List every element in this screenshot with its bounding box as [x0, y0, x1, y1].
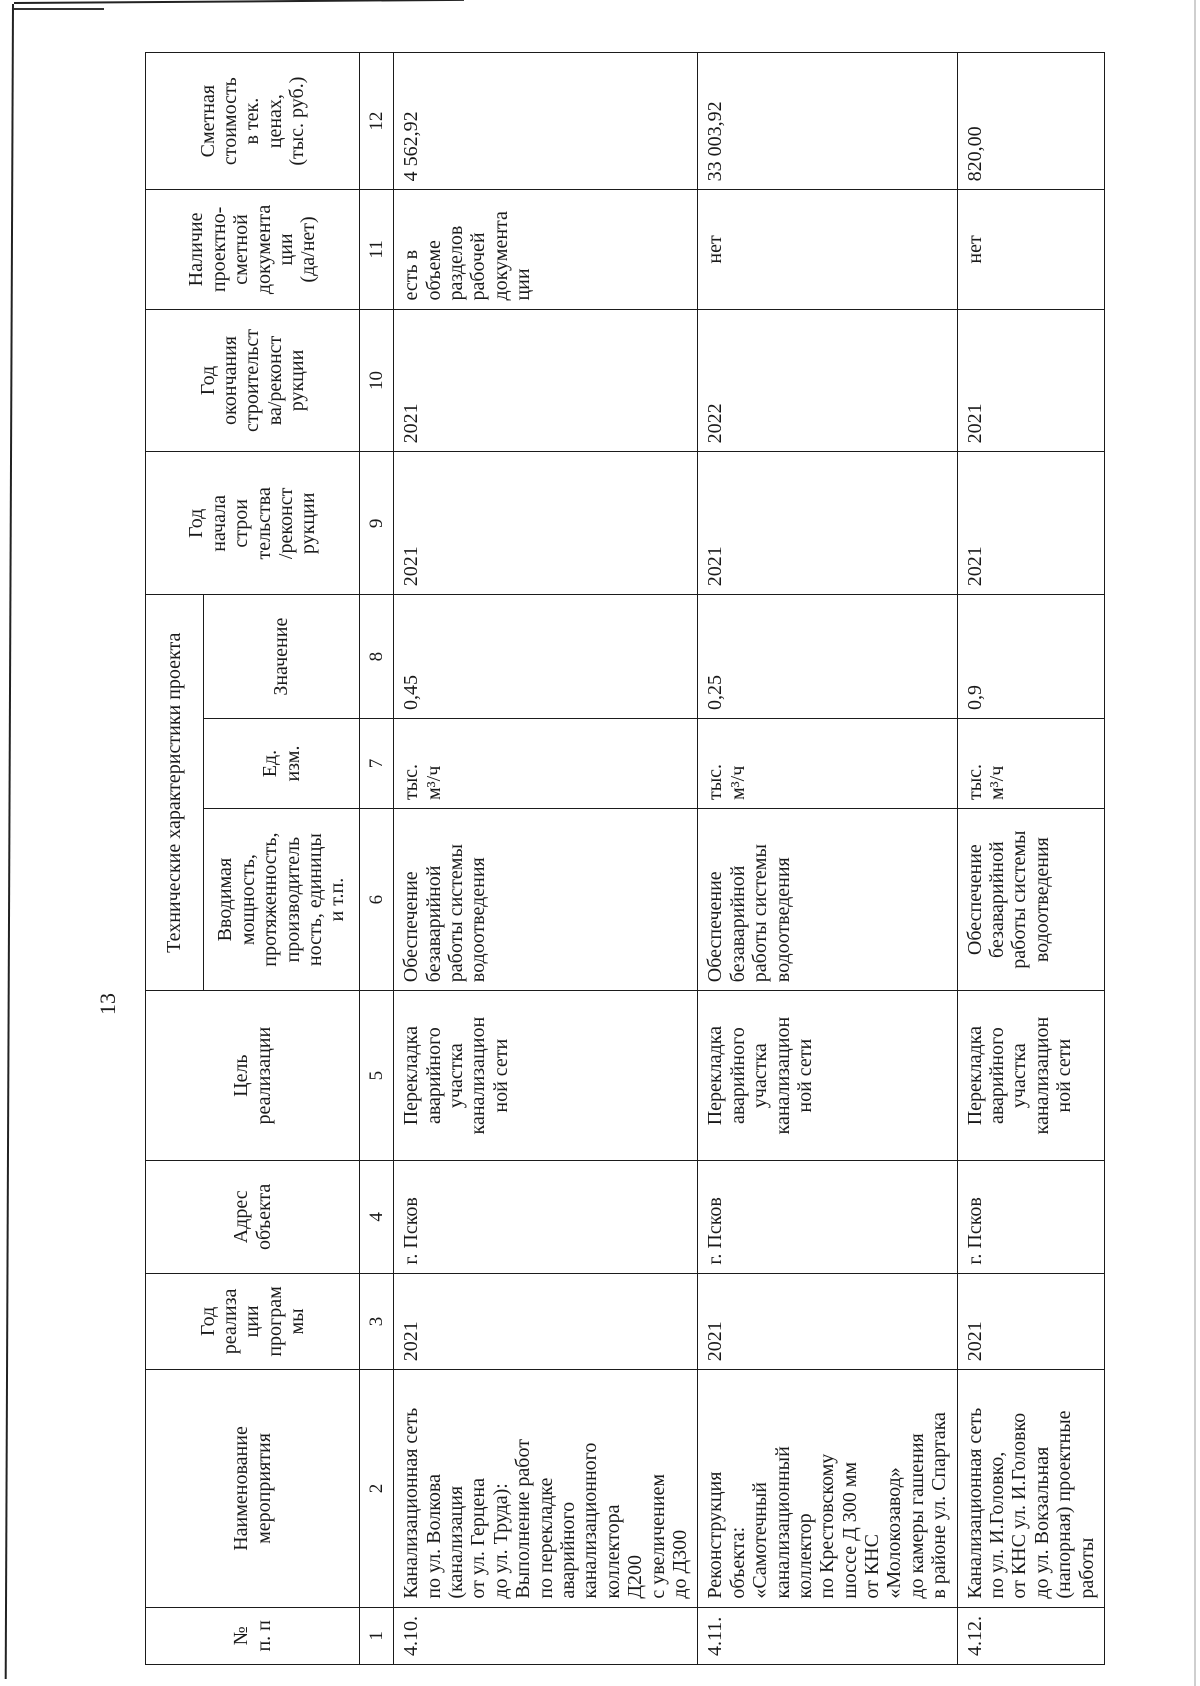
row-goal: Перекладка аварийного участка канализацион ной сети — [394, 991, 698, 1161]
row-unit: тыс. м³/ч — [957, 719, 1104, 809]
header-address: Адрес объекта — [146, 1161, 360, 1273]
header-num: № п. п — [146, 1607, 360, 1664]
row-name: Реконструкция объекта: «Самотечный канализационный коллектор по Крестовскому шоссе Д 300 мм от КНС «Молокозавод» до камеры гашения в районе ул. Спартака — [698, 1370, 957, 1607]
header-unit: Ед. изм. — [204, 719, 360, 809]
column-number: 3 — [360, 1273, 394, 1370]
row-value: 0,25 — [698, 595, 957, 719]
column-number: 5 — [360, 991, 394, 1161]
row-docs: есть в объеме разделов рабочей документа ции — [394, 190, 698, 309]
row-start-year: 2021 — [698, 452, 957, 595]
row-goal: Перекладка аварийного участка канализацион ной сети — [698, 991, 957, 1161]
row-start-year: 2021 — [394, 452, 698, 595]
column-number: 12 — [360, 53, 394, 190]
header-tech-characteristics: Технические характеристики проекта — [146, 595, 204, 991]
row-capacity: Обеспечение безаварийной работы системы водоотведения — [698, 809, 957, 991]
row-name: Канализационная сеть по ул. Волкова (канализация от ул. Герцена до ул. Труда): Выполнение работ по перекладке аварийного канализационного коллектора Д200 с увеличением до Д300 — [394, 1370, 698, 1607]
header-end-year: Год окончания строительст ва/реконст рукции — [146, 309, 360, 452]
row-program-year: 2021 — [957, 1273, 1104, 1370]
row-end-year: 2022 — [698, 309, 957, 452]
header-capacity: Вводимая мощность, протяженность, производитель ность, единицы и т.п. — [204, 809, 360, 991]
scan-edge-right — [1194, 0, 1196, 1686]
row-value: 0,45 — [394, 595, 698, 719]
row-goal: Перекладка аварийного участка канализацион ной сети — [957, 991, 1104, 1161]
document-table-area — [145, 52, 1098, 1665]
row-name: Канализационная сеть по ул. И.Головко, от КНС ул. И.Головко до ул. Вокзальная (напорная) проектные работы — [957, 1370, 1104, 1607]
table-row — [957, 53, 1104, 1665]
table-row — [394, 53, 698, 1665]
row-end-year: 2021 — [394, 309, 698, 452]
investment-program-table — [145, 52, 1105, 1665]
column-number: 9 — [360, 452, 394, 595]
row-address: г. Псков — [394, 1161, 698, 1273]
row-end-year: 2021 — [957, 309, 1104, 452]
column-number: 6 — [360, 809, 394, 991]
scan-edge-left — [5, 4, 14, 1679]
column-number: 7 — [360, 719, 394, 809]
column-number: 2 — [360, 1370, 394, 1607]
scan-edge-mark — [14, 8, 104, 10]
header-program-year: Год реализа ции програм мы — [146, 1273, 360, 1370]
column-number: 1 — [360, 1607, 394, 1664]
row-capacity: Обеспечение безаварийной работы системы водоотведения — [957, 809, 1104, 991]
header-row-1 — [146, 53, 204, 1665]
row-num: 4.11. — [698, 1607, 957, 1664]
row-unit: тыс. м³/ч — [394, 719, 698, 809]
column-number: 8 — [360, 595, 394, 719]
header-docs: Наличие проектно- сметной документа ции (да/нет) — [146, 190, 360, 309]
row-docs: нет — [957, 190, 1104, 309]
column-number: 11 — [360, 190, 394, 309]
column-number-row — [360, 53, 394, 1665]
page-number-text: 13 — [95, 993, 120, 1015]
rotated-table-container — [145, 52, 1098, 1665]
row-docs: нет — [698, 190, 957, 309]
row-program-year: 2021 — [394, 1273, 698, 1370]
row-capacity: Обеспечение безаварийной работы системы водоотведения — [394, 809, 698, 991]
row-address: г. Псков — [698, 1161, 957, 1273]
column-number: 4 — [360, 1161, 394, 1273]
row-num: 4.10. — [394, 1607, 698, 1664]
row-address: г. Псков — [957, 1161, 1104, 1273]
row-program-year: 2021 — [698, 1273, 957, 1370]
row-cost: 33 003,92 — [698, 53, 957, 190]
row-start-year: 2021 — [957, 452, 1104, 595]
column-number: 10 — [360, 309, 394, 452]
row-value: 0,9 — [957, 595, 1104, 719]
row-cost: 4 562,92 — [394, 53, 698, 190]
header-value: Значение — [204, 595, 360, 719]
header-cost: Сметная стоимость в тек. ценах, (тыс. руб.) — [146, 53, 360, 190]
row-num: 4.12. — [957, 1607, 1104, 1664]
header-goal: Цель реализации — [146, 991, 360, 1161]
scan-edge-top — [14, 0, 464, 4]
row-unit: тыс. м³/ч — [698, 719, 957, 809]
table-row — [698, 53, 957, 1665]
header-start-year: Год начала строи тельства /реконст рукции — [146, 452, 360, 595]
header-name: Наименование мероприятия — [146, 1370, 360, 1607]
row-cost: 820,00 — [957, 53, 1104, 190]
